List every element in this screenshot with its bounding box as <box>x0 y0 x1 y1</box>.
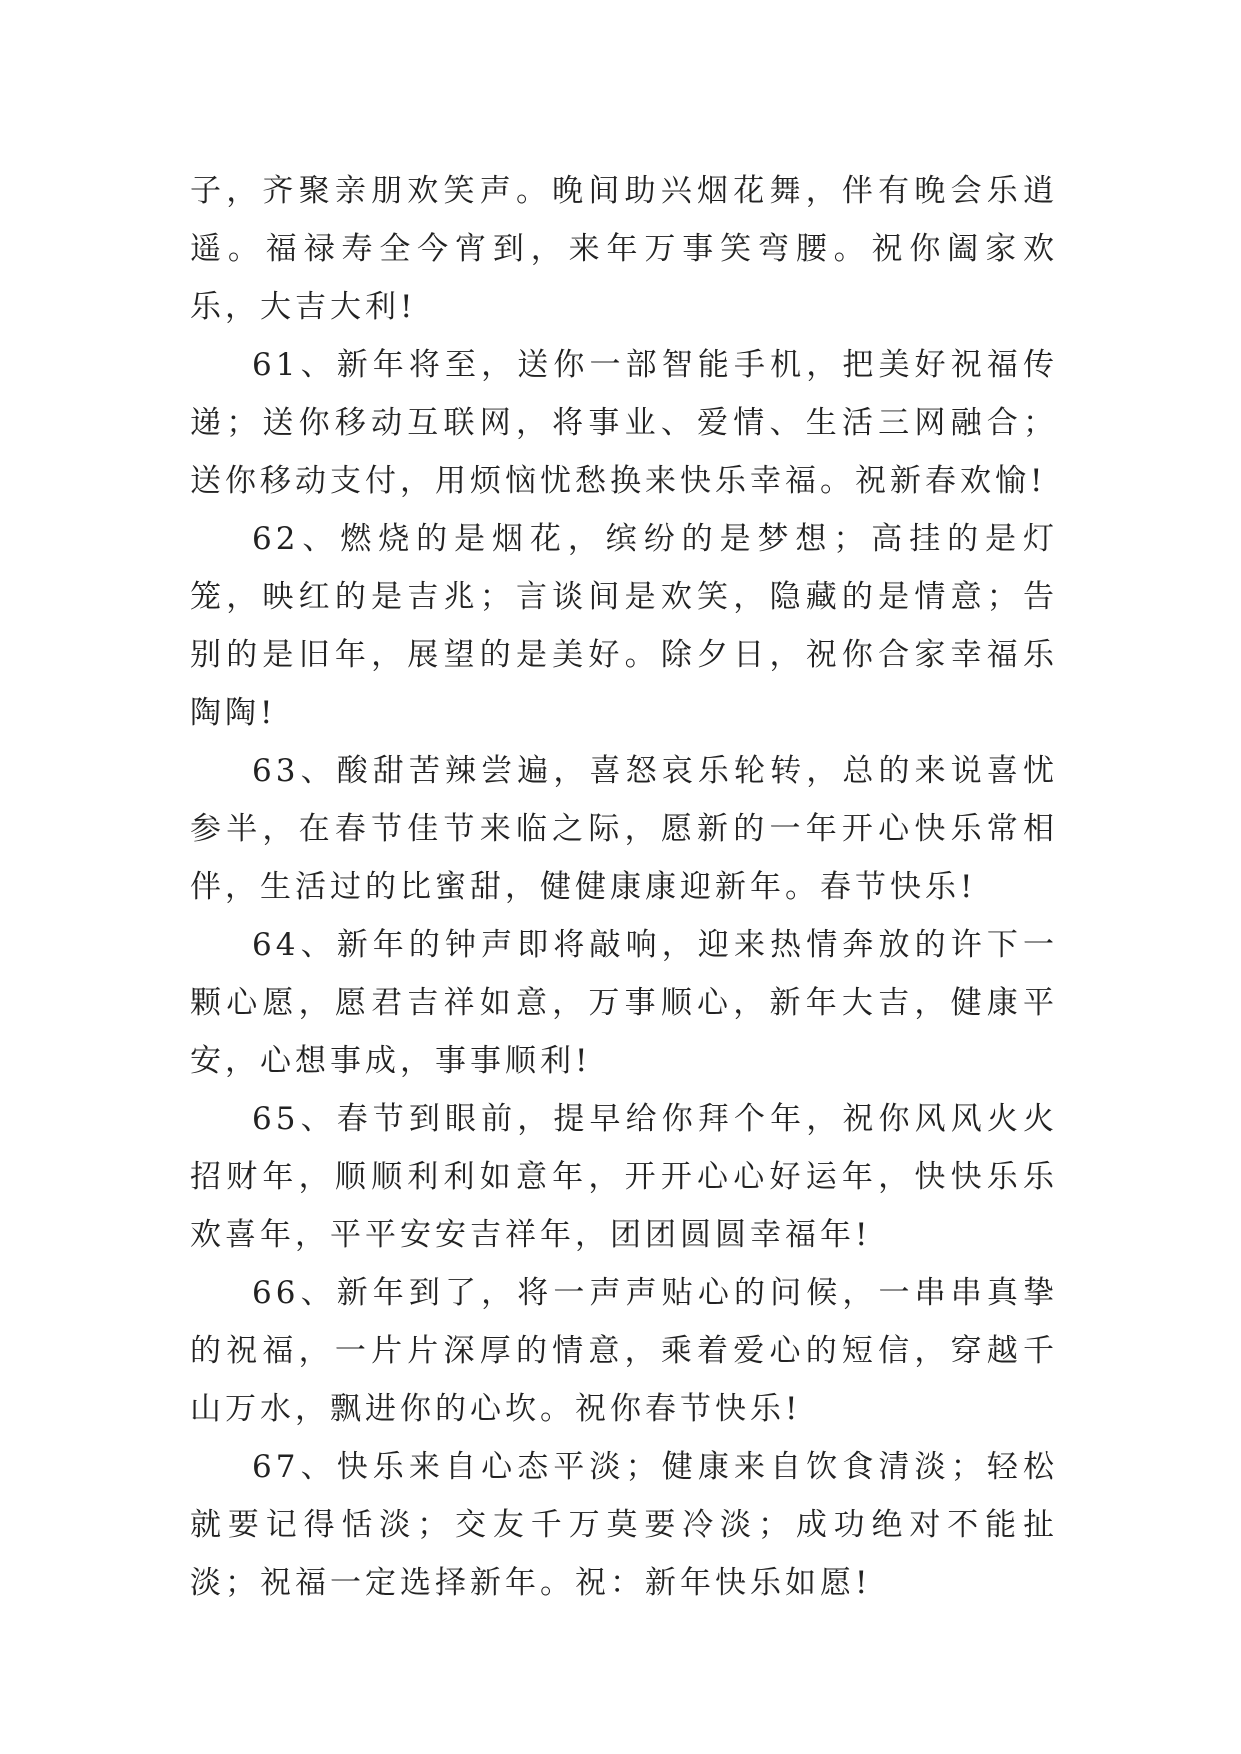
paragraph-65: 65、春节到眼前，提早给你拜个年，祝你风风火火招财年，顺顺利利如意年，开开心心好运年，快快乐乐欢喜年，平平安安吉祥年，团团圆圆幸福年! <box>190 1101 1058 1253</box>
paragraph-62: 62、燃烧的是烟花，缤纷的是梦想；高挂的是灯笼，映红的是吉兆；言谈间是欢笑，隐藏的是情意；告别的是旧年，展望的是美好。除夕日，祝你合家幸福乐陶陶! <box>190 521 1058 731</box>
paragraph-64: 64、新年的钟声即将敲响，迎来热情奔放的许下一颗心愿，愿君吉祥如意，万事顺心，新年大吉，健康平安，心想事成，事事顺利! <box>190 927 1058 1079</box>
paragraph-61: 61、新年将至，送你一部智能手机，把美好祝福传递；送你移动互联网，将事业、爱情、生活三网融合；送你移动支付，用烦恼忧愁换来快乐幸福。祝新春欢愉! <box>190 347 1058 499</box>
paragraph-63: 63、酸甜苦辣尝遍，喜怒哀乐轮转，总的来说喜忧参半，在春节佳节来临之际，愿新的一年开心快乐常相伴，生活过的比蜜甜，健健康康迎新年。春节快乐! <box>190 753 1058 905</box>
paragraph-67: 67、快乐来自心态平淡；健康来自饮食清淡；轻松就要记得恬淡；交友千万莫要冷淡；成功绝对不能扯淡；祝福一定选择新年。祝：新年快乐如愿! <box>190 1449 1058 1601</box>
document-body <box>190 162 1058 1612</box>
paragraph-66: 66、新年到了，将一声声贴心的问候，一串串真挚的祝福，一片片深厚的情意，乘着爱心的短信，穿越千山万水，飘进你的心坎。祝你春节快乐! <box>190 1275 1058 1427</box>
paragraph-continuation: 子，齐聚亲朋欢笑声。晚间助兴烟花舞，伴有晚会乐逍遥。福禄寿全今宵到，来年万事笑弯腰。祝你阖家欢乐，大吉大利! <box>190 173 1058 325</box>
